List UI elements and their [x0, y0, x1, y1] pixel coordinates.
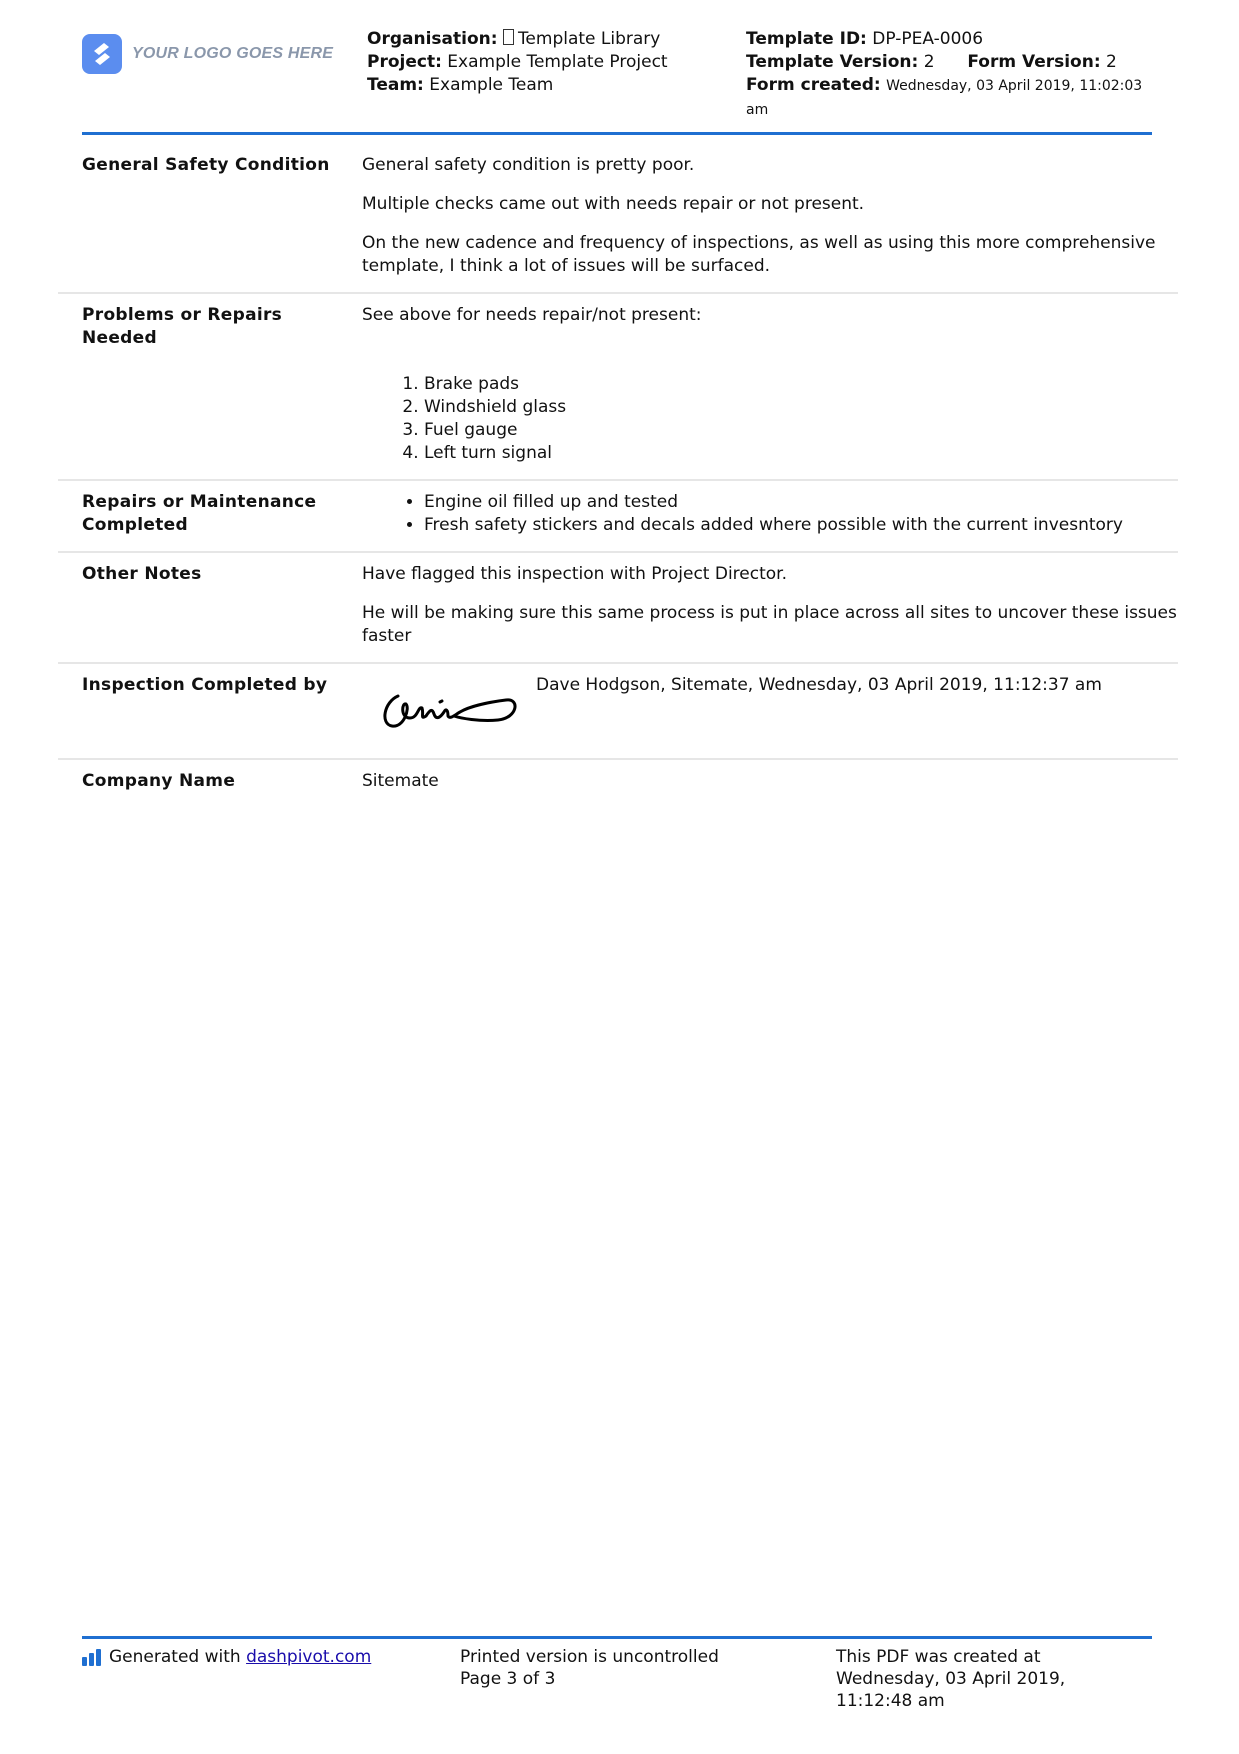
- section-company: [58, 760, 1178, 807]
- organisation-line: [367, 28, 727, 51]
- footer-print-info: [460, 1646, 719, 1690]
- template-version-value: 2: [923, 52, 935, 72]
- logo-mark-icon: [82, 34, 122, 74]
- section-label: Inspection Completed by: [82, 675, 328, 695]
- organisation-value: Template Library: [517, 29, 661, 49]
- list-item: 4. Left turn signal: [424, 442, 1178, 465]
- paragraph: General safety condition is pretty poor.: [362, 155, 695, 175]
- team-line: [367, 74, 727, 97]
- list-item: 2. Windshield glass: [424, 396, 1178, 419]
- section-content: [362, 563, 1178, 648]
- form-version-value: 2: [1106, 52, 1117, 72]
- logo-text: YOUR LOGO GOES HERE: [132, 45, 334, 62]
- footer-generated: [82, 1646, 371, 1668]
- section-content: [362, 674, 1178, 744]
- organisation-label: Organisation:: [367, 29, 498, 49]
- template-id-value: DP-PEA-0006: [872, 29, 984, 49]
- section-problems: [58, 294, 1178, 481]
- signature-details: Dave Hodgson, Sitemate, Wednesday, 03 April 2019, 11:12:37 am: [536, 675, 1102, 695]
- section-label: Company Name: [82, 771, 236, 791]
- list-item: • Engine oil filled up and tested: [424, 491, 1178, 514]
- header-project-info: [367, 28, 727, 97]
- form-created-label: Form created:: [746, 75, 881, 95]
- form-sections: [58, 154, 1178, 807]
- footer-created-info: [836, 1646, 1146, 1712]
- template-id-label: Template ID:: [746, 29, 867, 49]
- section-general-safety: [58, 154, 1178, 294]
- paragraph: Have flagged this inspection with Project Director.: [362, 564, 787, 584]
- paragraph: On the new cadence and frequency of inspections, as well as using this more comprehensive template, I think a lot of issues will be surfaced.: [362, 233, 1156, 276]
- project-line: [367, 51, 727, 74]
- project-label: Project:: [367, 52, 442, 72]
- section-content: [362, 491, 1178, 537]
- team-label: Team:: [367, 75, 424, 95]
- list-item: • Fresh safety stickers and decals added where possible with the current invesntory: [424, 514, 1178, 537]
- paragraph: See above for needs repair/not present:: [362, 305, 702, 325]
- company-name-value: Sitemate: [362, 771, 439, 791]
- section-label: Problems or Repairs Needed: [82, 305, 283, 348]
- generated-prefix: Generated with: [109, 1647, 241, 1667]
- signature-image: [370, 674, 520, 744]
- project-value: Example Template Project: [447, 52, 668, 72]
- list-item: 3. Fuel gauge: [424, 419, 1178, 442]
- header-template-info: [746, 28, 1152, 122]
- template-version-label: Template Version:: [746, 52, 919, 72]
- page-number: Page 3 of 3: [460, 1669, 556, 1689]
- team-value: Example Team: [429, 75, 554, 95]
- section-label: Other Notes: [82, 564, 202, 584]
- pdf-created-label: This PDF was created at: [836, 1647, 1041, 1667]
- form-created-value: Wednesday, 03 April 2019, 11:02:03 am: [746, 78, 1143, 118]
- template-id-line: [746, 28, 1152, 51]
- dashpivot-logo-icon: [82, 1648, 101, 1666]
- version-line: [746, 51, 1152, 74]
- form-version-label: Form Version:: [967, 52, 1101, 72]
- section-label: Repairs or Maintenance Completed: [82, 492, 317, 535]
- company-logo: [82, 34, 333, 74]
- document-header: [82, 28, 1152, 128]
- pdf-created-value: Wednesday, 03 April 2019, 11:12:48 am: [836, 1669, 1066, 1711]
- section-label: General Safety Condition: [82, 155, 330, 175]
- uncontrolled-note: Printed version is uncontrolled: [460, 1647, 719, 1667]
- header-divider: [82, 132, 1152, 135]
- footer-divider: [82, 1636, 1152, 1639]
- bullet-list: [362, 491, 1178, 537]
- section-repairs-completed: [58, 481, 1178, 553]
- section-content: [362, 304, 1178, 465]
- list-item: 1. Brake pads: [424, 373, 1178, 396]
- section-content: [362, 770, 1178, 793]
- dashpivot-link[interactable]: dashpivot.com: [246, 1647, 372, 1667]
- section-content: [362, 154, 1178, 278]
- paragraph: He will be making sure this same process is put in place across all sites to uncover these issues faster: [362, 603, 1177, 646]
- section-other-notes: [58, 553, 1178, 664]
- missing-glyph-icon: [503, 29, 514, 45]
- form-created-line: [746, 74, 1152, 122]
- paragraph: Multiple checks came out with needs repair or not present.: [362, 194, 865, 214]
- numbered-list: [362, 373, 1178, 465]
- section-inspection-completed: [58, 664, 1178, 760]
